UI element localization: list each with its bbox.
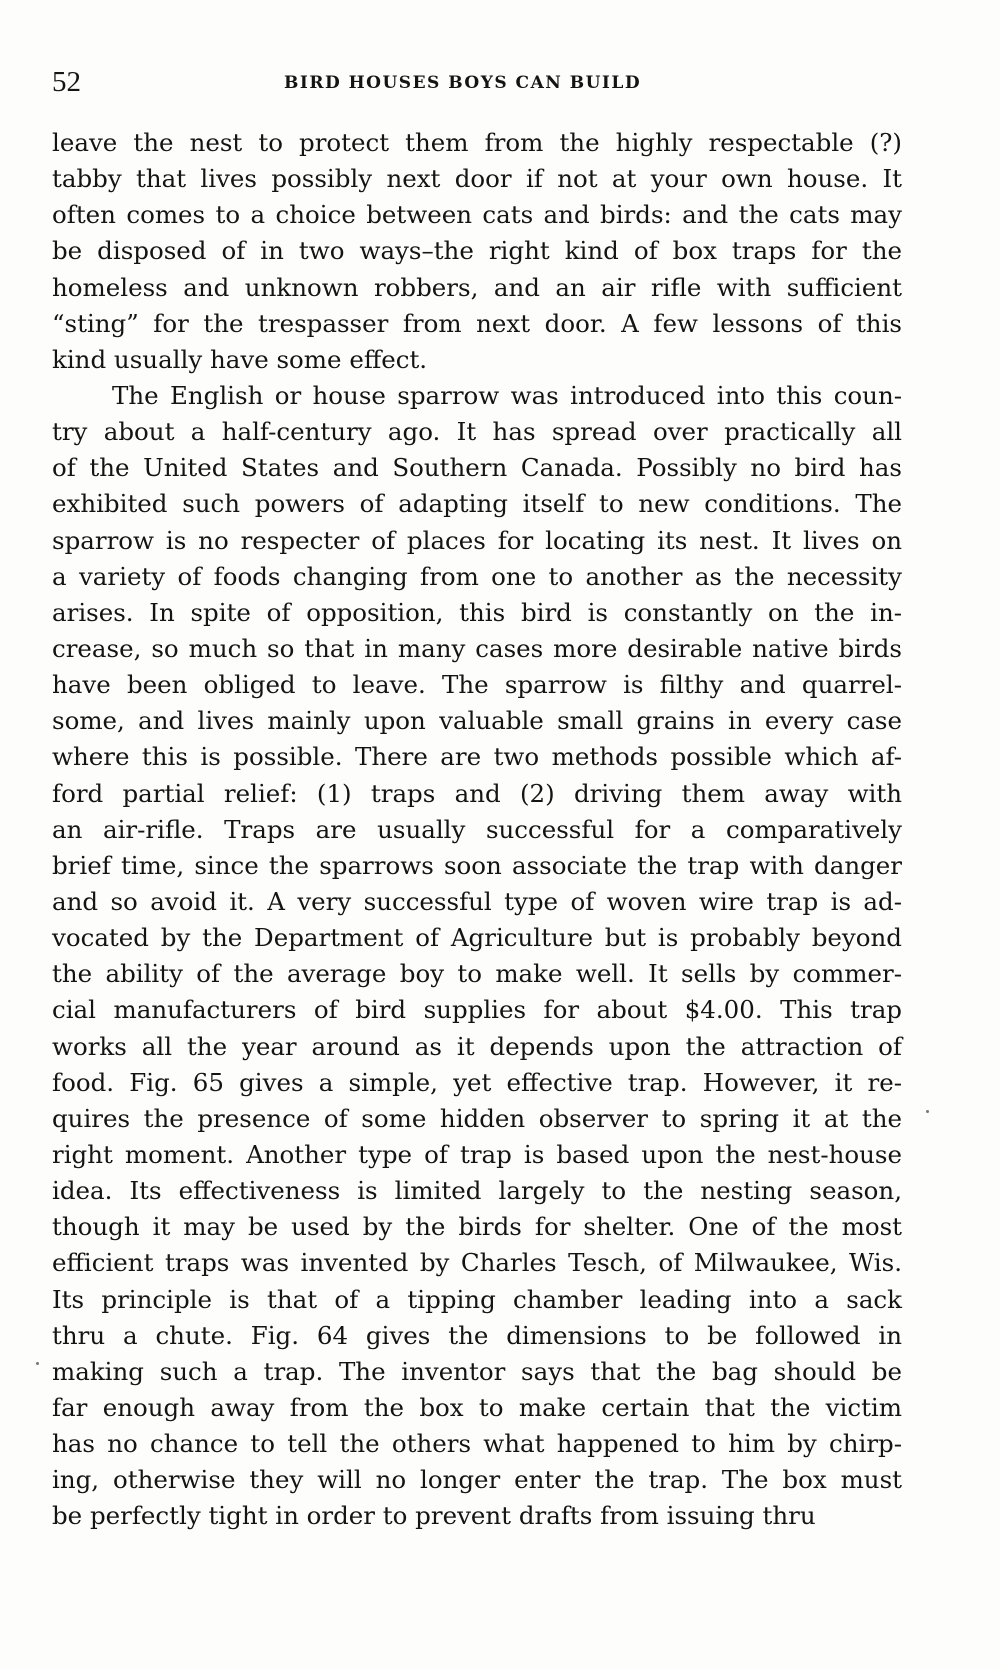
scan-speck	[926, 1110, 929, 1113]
body-text	[52, 125, 902, 1534]
text-line: crease, so much so that in many cases more desirable native birds	[52, 633, 902, 663]
text-line: of the United States and Southern Canada. Possibly no bird has	[52, 453, 902, 483]
text-line: often comes to a choice between cats and birds: and the cats may	[52, 200, 902, 230]
text-line: works all the year around as it depends upon the attraction of	[52, 1031, 902, 1061]
text-line: has no chance to tell the others what happened to him by chirp-	[52, 1429, 902, 1459]
text-line: far enough away from the box to make certain that the victim	[52, 1392, 902, 1422]
text-line: sparrow is no respecter of places for locating its nest. It lives on	[52, 525, 902, 555]
text-line: homeless and unknown robbers, and an air rifle with sufficient	[52, 272, 902, 302]
text-line: The English or house sparrow was introduced into this coun-	[112, 380, 902, 410]
text-line: be perfectly tight in order to prevent drafts from issuing thru	[52, 1501, 816, 1531]
text-line: food. Fig. 65 gives a simple, yet effective trap. However, it re-	[52, 1067, 902, 1097]
text-line: arises. In spite of opposition, this bird is constantly on the in-	[52, 597, 902, 627]
text-line: brief time, since the sparrows soon associate the trap with danger	[52, 850, 902, 880]
text-line: have been obliged to leave. The sparrow is filthy and quarrel-	[52, 670, 902, 700]
text-line: tabby that lives possibly next door if not at your own house. It	[52, 164, 902, 194]
page-header	[52, 64, 932, 104]
paragraph	[52, 125, 902, 378]
text-line: ing, otherwise they will no longer enter the trap. The box must	[52, 1465, 902, 1495]
text-line: “sting” for the trespasser from next door. A few lessons of this	[52, 308, 902, 338]
text-line: quires the presence of some hidden observer to spring it at the	[52, 1103, 902, 1133]
text-line: leave the nest to protect them from the highly respectable (?)	[52, 128, 902, 157]
text-line: be disposed of in two ways–the right kind of box traps for the	[52, 236, 902, 266]
text-line: try about a half-century ago. It has spread over practically all	[52, 417, 902, 447]
page-number: 52	[52, 66, 81, 98]
text-line: where this is possible. There are two methods possible which af-	[52, 742, 902, 772]
text-line: a variety of foods changing from one to another as the necessity	[52, 561, 902, 591]
text-line: ford partial relief: (1) traps and (2) driving them away with	[52, 778, 902, 808]
text-line: the ability of the average boy to make well. It sells by commer-	[52, 959, 902, 989]
text-line: cial manufacturers of bird supplies for about $4.00. This trap	[52, 995, 902, 1025]
text-line: kind usually have some effect.	[52, 344, 428, 374]
text-line: exhibited such powers of adapting itself to new conditions. The	[52, 489, 902, 519]
text-line: making such a trap. The inventor says that the bag should be	[52, 1356, 902, 1386]
text-line: idea. Its effectiveness is limited largely to the nesting season,	[52, 1176, 902, 1206]
running-head: BIRD HOUSES BOYS CAN BUILD	[284, 73, 642, 93]
text-line: though it may be used by the birds for shelter. One of the most	[52, 1212, 902, 1242]
text-line: and so avoid it. A very successful type of woven wire trap is ad-	[52, 886, 902, 916]
paragraph	[52, 378, 902, 1535]
text-line: efficient traps was invented by Charles Tesch, of Milwaukee, Wis.	[52, 1248, 902, 1278]
scan-speck	[36, 1362, 39, 1365]
text-line: vocated by the Department of Agriculture but is probably beyond	[52, 923, 902, 953]
text-line: some, and lives mainly upon valuable small grains in every case	[52, 706, 902, 736]
text-line: thru a chute. Fig. 64 gives the dimensions to be followed in	[52, 1320, 902, 1350]
text-line: an air-rifle. Traps are usually successful for a comparatively	[52, 814, 902, 844]
text-line: right moment. Another type of trap is based upon the nest-house	[52, 1139, 902, 1169]
text-line: Its principle is that of a tipping chamber leading into a sack	[52, 1284, 902, 1314]
